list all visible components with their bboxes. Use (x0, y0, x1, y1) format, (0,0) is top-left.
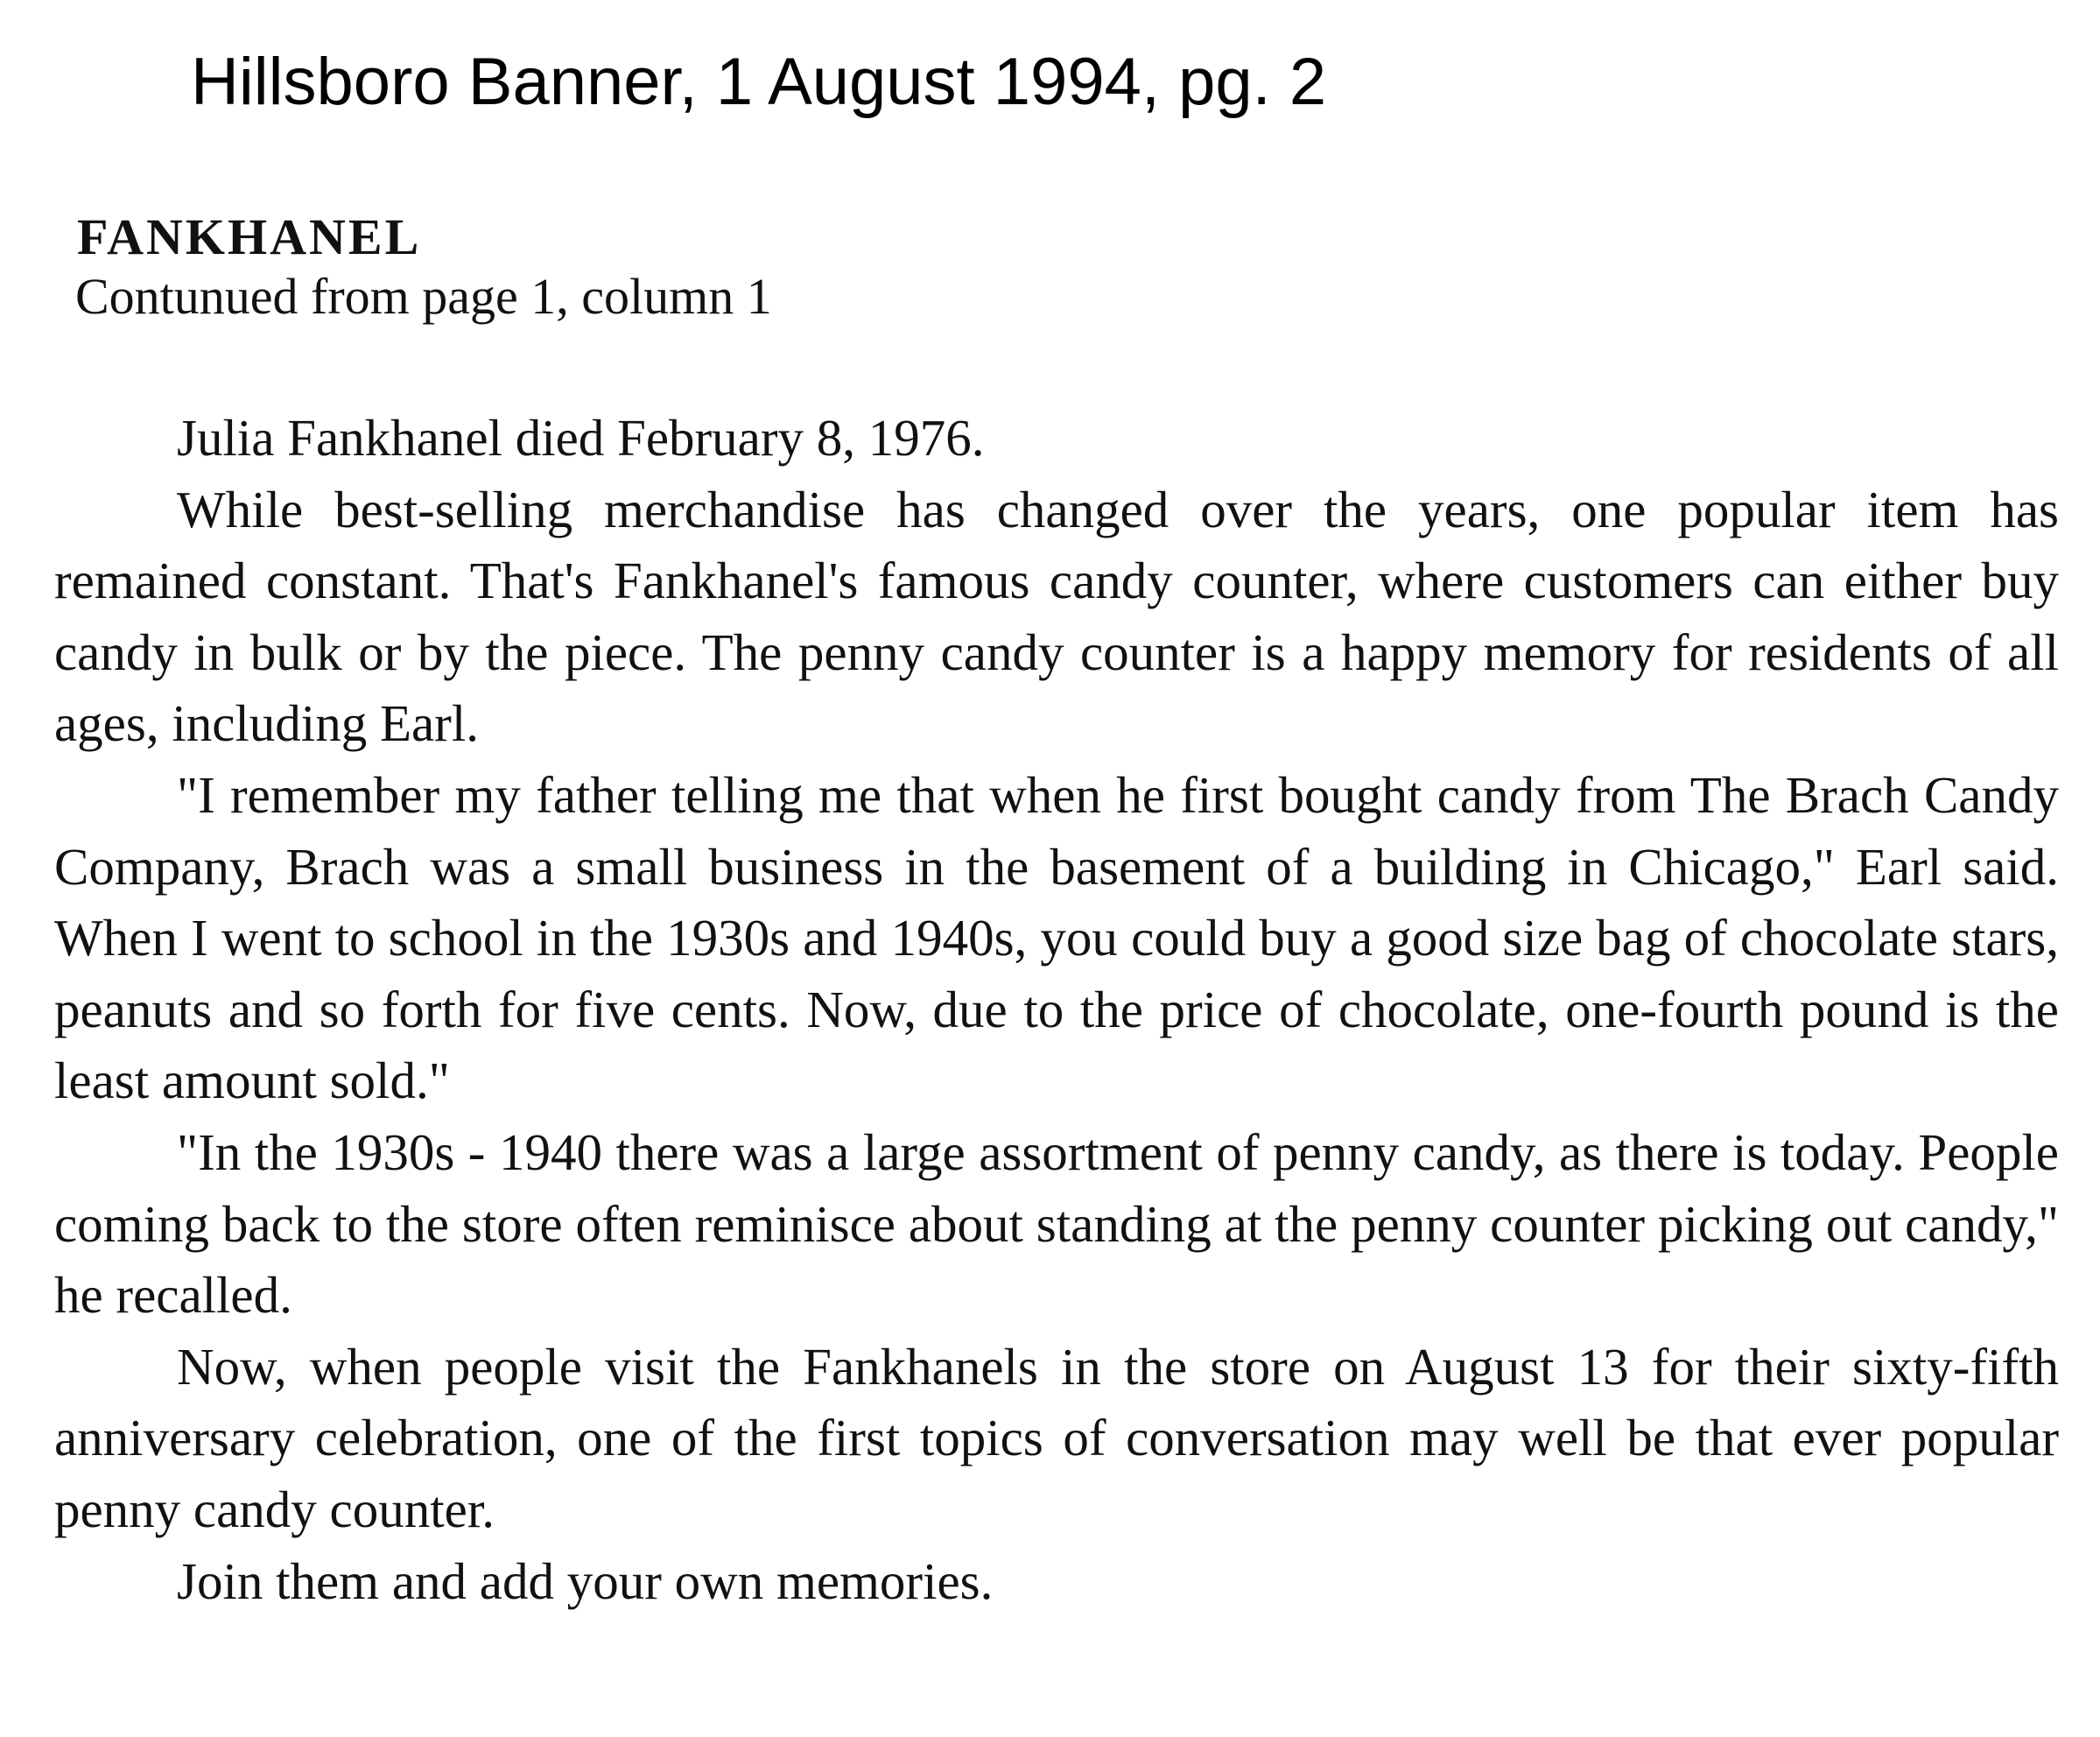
article-headline: FANKHANEL (77, 208, 422, 265)
continued-note: Contunued from page 1, column 1 (75, 268, 772, 325)
article-paragraph: Now, when people visit the Fankhanels in the store on August 13 for their sixty-fifth anniversary celebration, one of the first topics of conversation may well be that ever popular penny candy counter. (54, 1337, 2059, 1538)
article-paragraph: Julia Fankhanel died February 8, 1976. (177, 409, 985, 467)
newspaper-clipping (54, 208, 2059, 1617)
article-paragraph: "I remember my father telling me that when he first bought candy from The Brach Candy Company, Brach was a small business in the basement of a building in Chicago," Earl said. When I went to school in the 1930s and 1940s, you could buy a good size bag of chocolate stars, peanuts and so forth for five cents. Now, due to the price of chocolate, one-fourth pound is the least amount sold." (54, 765, 2059, 1110)
article-paragraph: Join them and add your own memories. (177, 1551, 994, 1610)
article-paragraph: "In the 1930s - 1940 there was a large assortment of penny candy, as there is today. People coming back to the store often reminisce about standing at the penny counter picking out candy," he recalled. (54, 1122, 2059, 1325)
source-citation: Hillsboro Banner, 1 August 1994, pg. 2 (191, 45, 1327, 119)
article-body (54, 403, 2059, 1617)
article-paragraph: While best-selling merchandise has changed over the years, one popular item has remained constant. That's Fankhanel's famous candy counter, where customers can either buy candy in bulk or by the piece. The penny candy counter is a happy memory for residents of all ages, including Earl. (54, 480, 2059, 753)
